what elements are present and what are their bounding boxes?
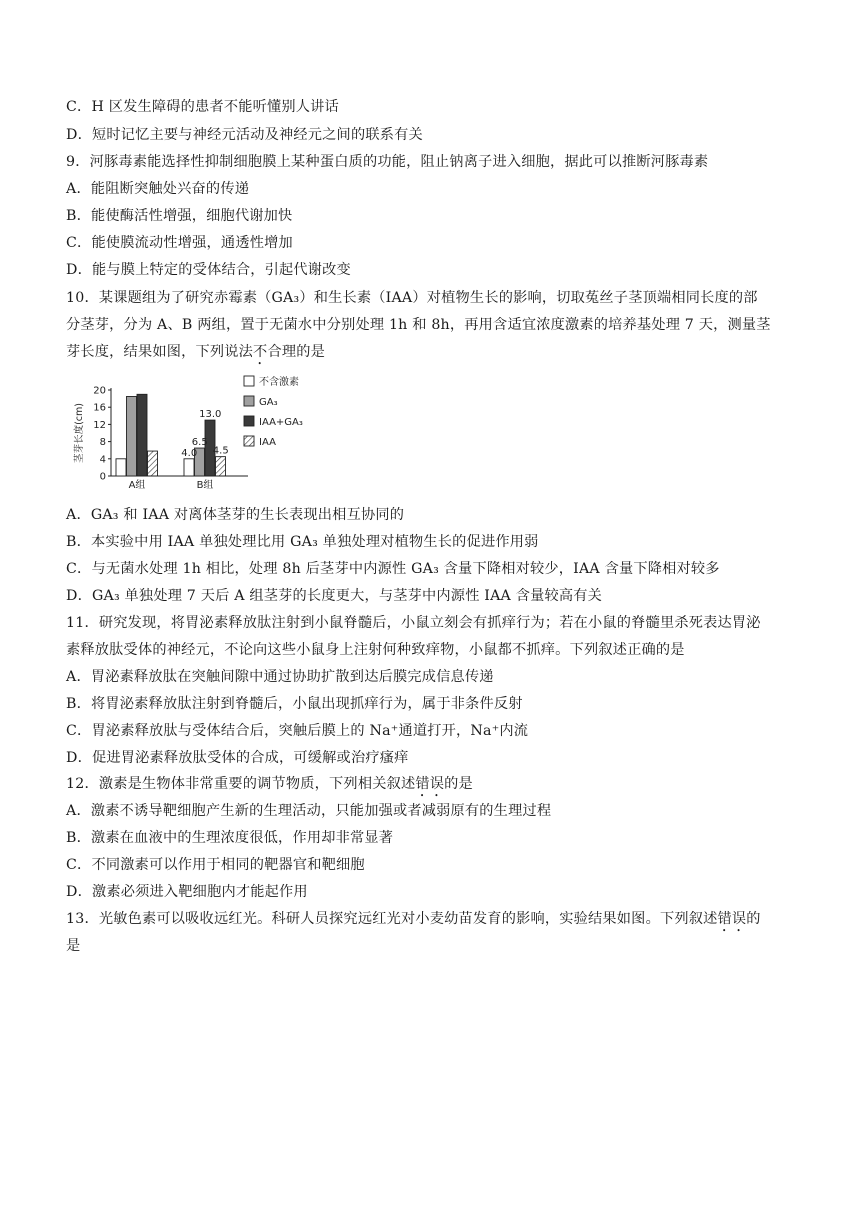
q13-stem-line2: 是	[66, 938, 81, 954]
q12-option-b: B．激素在血液中的生理浓度很低，作用却非常显著	[66, 830, 394, 846]
q9-option-c: C．能使膜流动性增强，通透性增加	[66, 235, 293, 251]
q12-option-d: D．激素必须进入靶细胞内才能起作用	[66, 884, 308, 900]
q10-stem-line3: 芽长度，结果如图，下列说法不合理的是	[66, 344, 325, 360]
q8-option-c: C．H 区发生障碍的患者不能听懂别人讲话	[66, 99, 339, 115]
q10-option-c: C．与无菌水处理 1h 相比，处理 8h 后茎芽中内源性 GA₃ 含量下降相对较少，IAA 含量下降相对较多	[66, 561, 720, 577]
q9-option-d: D．能与膜上特定的受体结合，引起代谢改变	[66, 262, 351, 278]
data-label: 13.0	[199, 409, 222, 421]
x-tick-label: A组	[128, 480, 146, 491]
q10-stem-line2: 分茎芽，分为 A、B 两组，置于无菌水中分别处理 1h 和 8h，再用含适宜浓度激素的培养基处理 7 天，测量茎	[66, 317, 771, 333]
bud-length-bar-chart	[70, 370, 330, 500]
y-tick-label: 8	[99, 437, 106, 449]
emphasis-not: 不	[253, 344, 268, 360]
bar	[116, 459, 126, 476]
data-label: 6.5	[191, 437, 208, 449]
q11-option-d: D．促进胃泌素释放肽受体的合成，可缓解或治疗瘙痒	[66, 750, 409, 766]
q10-option-a: A．GA₃ 和 IAA 对离体茎芽的生长表现出相互协同的	[66, 507, 405, 523]
q10-stem-line1: 10．某课题组为了研究赤霉素（GA₃）和生长素（IAA）对植物生长的影响，切取菟丝子茎顶端相同长度的部	[66, 290, 758, 306]
legend-label: IAA	[259, 437, 276, 448]
y-axis-label: 茎芽长度(cm)	[74, 403, 85, 463]
y-tick-label: 20	[93, 385, 106, 397]
y-tick-label: 16	[93, 402, 106, 414]
legend-swatch	[244, 436, 254, 446]
emphasis-wrong: 错误	[415, 776, 445, 792]
bar	[148, 451, 158, 476]
data-label: 4.0	[181, 447, 198, 459]
q10-option-b: B．本实验中用 IAA 单独处理比用 GA₃ 单独处理对植物生长的促进作用弱	[66, 534, 539, 550]
q10-option-d: D．GA₃ 单独处理 7 天后 A 组茎芽的长度更大，与茎芽中内源性 IAA 含量较高有关	[66, 588, 603, 604]
q9-option-b: B．能使酶活性增强，细胞代谢加快	[66, 208, 293, 224]
legend-swatch	[244, 376, 254, 386]
y-tick-label: 12	[93, 419, 106, 431]
legend-label: IAA+GA₃	[259, 417, 303, 428]
legend-label: 不含激素	[259, 377, 299, 388]
q9-stem: 9．河豚毒素能选择性抑制细胞膜上某种蛋白质的功能，阻止钠离子进入细胞，据此可以推断河豚毒素	[66, 154, 709, 170]
data-label: 4.5	[212, 445, 229, 457]
q12-option-a: A．激素不诱导靶细胞产生新的生理活动，只能加强或者减弱原有的生理过程	[66, 803, 552, 819]
q12-option-c: C．不同激素可以作用于相同的靶器官和靶细胞	[66, 857, 365, 873]
q11-option-a: A．胃泌素释放肽在突触间隙中通过协助扩散到达后膜完成信息传递	[66, 669, 494, 685]
bar	[216, 457, 226, 476]
bar	[184, 459, 194, 476]
x-tick-label: B组	[196, 480, 214, 491]
y-tick-label: 4	[99, 454, 106, 466]
legend-swatch	[244, 416, 254, 426]
q9-option-a: A．能阻断突触处兴奋的传递	[66, 181, 250, 197]
q11-option-c: C．胃泌素释放肽与受体结合后，突触后膜上的 Na⁺通道打开，Na⁺内流	[66, 723, 529, 739]
q11-stem-line2: 素释放肽受体的神经元，不论向这些小鼠身上注射何种致痒物，小鼠都不抓痒。下列叙述正确的是	[66, 642, 685, 658]
q11-stem-line1: 11．研究发现，将胃泌素释放肽注射到小鼠脊髓后，小鼠立刻会有抓痒行为；若在小鼠的脊髓里杀死表达胃泌	[66, 615, 761, 631]
legend-swatch	[244, 396, 254, 406]
bar	[137, 394, 147, 476]
q12-stem: 12．激素是生物体非常重要的调节物质，下列相关叙述错误的是	[66, 776, 473, 792]
bar	[127, 396, 137, 476]
q8-option-d: D．短时记忆主要与神经元活动及神经元之间的联系有关	[66, 127, 423, 143]
q11-option-b: B．将胃泌素释放肽注射到脊髓后，小鼠出现抓痒行为，属于非条件反射	[66, 696, 523, 712]
emphasis-wrong-13: 错误	[717, 911, 747, 927]
q13-stem-line1: 13．光敏色素可以吸收远红光。科研人员探究远红光对小麦幼苗发育的影响，实验结果如图。下列叙述错误的	[66, 911, 761, 927]
y-tick-label: 0	[99, 471, 106, 483]
legend-label: GA₃	[259, 397, 278, 408]
